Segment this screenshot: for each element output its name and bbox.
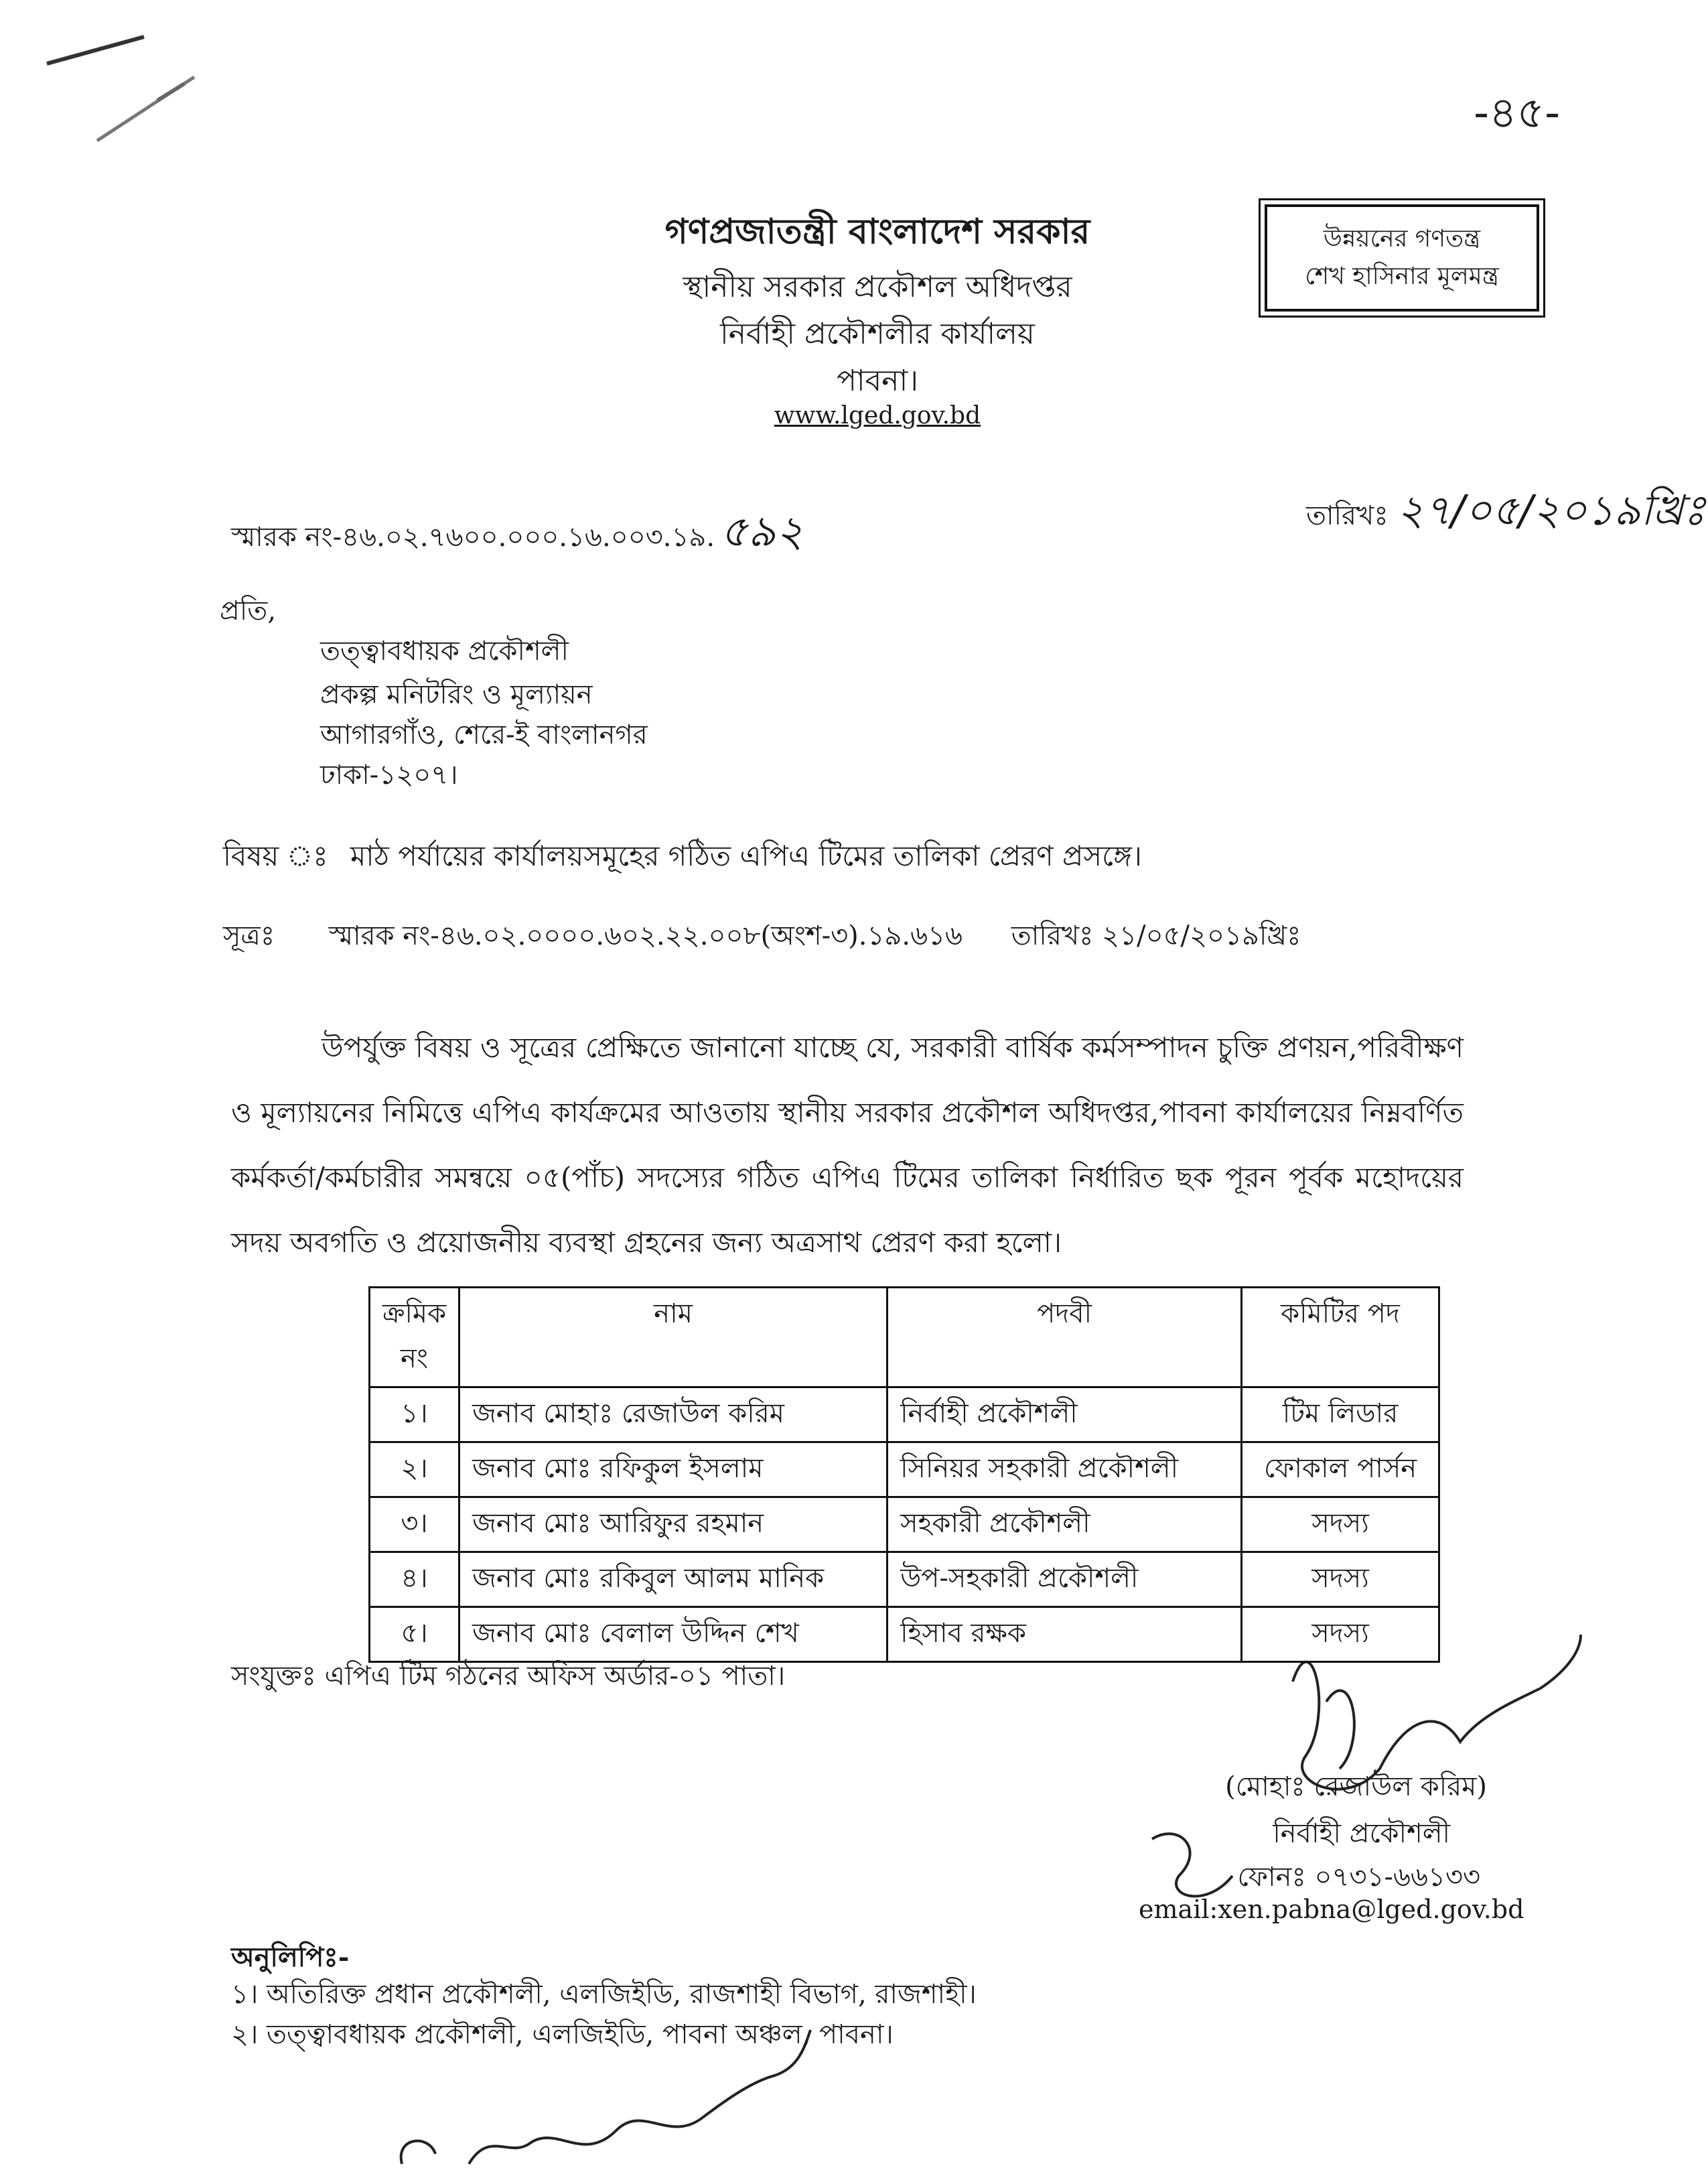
- serial-cell: ৫।: [370, 1607, 459, 1662]
- header-government: গণপ্রজাতন্ত্রী বাংলাদেশ সরকার: [664, 211, 1090, 252]
- committee-role-cell: টিম লিডার: [1242, 1387, 1439, 1442]
- name-cell: জনাব মোঃ রফিকুল ইসলাম: [459, 1442, 887, 1497]
- corner-pen-stroke: [47, 37, 144, 64]
- attachment-note: সংযুক্তঃ এপিএ টিম গঠনের অফিস অর্ডার-০১ পাতা।: [231, 1661, 786, 1692]
- date-handwritten-value: ২৭/০৫/২০১৯খ্রিঃ: [1397, 486, 1706, 535]
- memo-number: [231, 499, 804, 571]
- serial-cell: ২।: [370, 1442, 459, 1497]
- cc-title: অনুলিপিঃ-: [231, 1941, 350, 1973]
- header-website[interactable]: www.lged.gov.bd: [774, 402, 981, 429]
- corner-pen-stroke: [157, 84, 184, 100]
- signature-mark: [1326, 1691, 1354, 1769]
- table-row: [370, 1442, 1439, 1497]
- serial-cell: ৪।: [370, 1552, 459, 1607]
- signatory-designation: নির্বাহী প্রকৌশলী: [1273, 1818, 1450, 1849]
- motto-line: শেখ হাসিনার মূলমন্ত্র: [1305, 263, 1499, 290]
- committee-role-cell: ফোকাল পার্সন: [1242, 1442, 1439, 1497]
- name-cell: জনাব মোঃ বেলাল উদ্দিন শেখ: [459, 1607, 887, 1662]
- memo-label: স্মারক নং-৪৬.০২.৭৬০০.০০০.১৬.০০৩.১৯.: [231, 522, 715, 553]
- committee-role-cell: সদস্য: [1242, 1552, 1439, 1607]
- signatory-phone: ফোনঃ ০৭৩১-৬৬১৩৩: [1237, 1862, 1480, 1893]
- reference-date: তারিখঃ ২১/০৫/২০১৯খ্রিঃ: [1011, 920, 1301, 951]
- designation-cell: সহকারী প্রকৌশলী: [887, 1497, 1242, 1552]
- subject-text: মাঠ পর্যায়ের কার্যালয়সমূহের গঠিত এপিএ টিমের তালিকা প্রেরণ প্রসঙ্গে।: [350, 839, 1142, 872]
- column-header: পদবী: [887, 1288, 1242, 1387]
- subject-label: বিষয় ঃ: [223, 839, 328, 872]
- table-row: [370, 1497, 1439, 1552]
- subject-line: [223, 834, 1142, 882]
- cc-item: ১। অতিরিক্ত প্রধান প্রকৌশলী, এলজিইডি, রাজশাহী বিভাগ, রাজশাহী।: [231, 1979, 977, 2010]
- motto-box: [1265, 204, 1539, 312]
- column-header: ক্রমিক নং: [370, 1288, 459, 1387]
- designation-cell: সিনিয়র সহকারী প্রকৌশলী: [887, 1442, 1242, 1497]
- table-header-row: [370, 1288, 1439, 1387]
- serial-cell: ৩।: [370, 1497, 459, 1552]
- designation-cell: উপ-সহকারী প্রকৌশলী: [887, 1552, 1242, 1607]
- header-office: নির্বাহী প্রকৌশলীর কার্যালয়: [720, 317, 1035, 351]
- reference-text: স্মারক নং-৪৬.০২.০০০০.৬০২.২২.০০৮(অংশ-৩).১৯.৬১৬: [328, 920, 963, 951]
- recipient-to-label: প্রতি,: [220, 596, 277, 626]
- recipient-line: প্রকল্প মনিটরিং ও মূল্যায়ন: [320, 679, 593, 710]
- signatory-email[interactable]: email:xen.pabna@lged.gov.bd: [1139, 1895, 1524, 1924]
- table-row: [370, 1607, 1439, 1662]
- column-header: নাম: [459, 1288, 887, 1387]
- table-row: [370, 1552, 1439, 1607]
- name-cell: জনাব মোঃ রকিবুল আলম মানিক: [459, 1552, 887, 1607]
- reference-line: [223, 914, 1301, 959]
- date-label: তারিখঃ: [1306, 500, 1389, 531]
- header-department: স্থানীয় সরকার প্রকৌশল অধিদপ্তর: [683, 270, 1072, 304]
- apa-team-table: [368, 1286, 1440, 1663]
- name-cell: জনাব মোহাঃ রেজাউল করিম: [459, 1387, 887, 1442]
- recipient-line: আগারগাঁও, শেরে-ই বাংলানগর: [320, 720, 648, 750]
- committee-role-cell: সদস্য: [1242, 1607, 1439, 1662]
- page-number: -৪৫-: [1474, 88, 1561, 138]
- reference-label: সূত্রঃ: [223, 920, 275, 951]
- recipient-line: ঢাকা-১২০৭।: [320, 760, 458, 791]
- name-cell: জনাব মোঃ আরিফুর রহমান: [459, 1497, 887, 1552]
- motto-line: উন্নয়নের গণতন্ত্র: [1323, 225, 1481, 253]
- committee-role-cell: সদস্য: [1242, 1497, 1439, 1552]
- body-paragraph: উপর্যুক্ত বিষয় ও সূত্রের প্রেক্ষিতে জানানো যাচ্ছে যে, সরকারী বার্ষিক কর্মসম্পাদন চুক্তি প্রণয়ন,পরিবীক্ষণ ও মূল্যায়নের নিমিত্তে এপিএ কার্যক্রমের আওতায় স্থানীয় সরকার প্রকৌশল অধিদপ্তর,পাবনা কার্যালয়ের নিম্নবর্ণিত কর্মকর্তা/কর্মচারীর সমন্বয়ে ০৫(পাঁচ) সদস্যের গঠিত এপিএ টিমের তালিকা নির্ধারিত ছক পূরন পূর্বক মহোদয়ের সদয় অবগতি ও প্রয়োজনীয় ব্যবস্থা গ্রহনের জন্য অত্রসাথ প্রেরণ করা হলো।: [231, 1031, 1464, 1259]
- designation-cell: নির্বাহী প্রকৌশলী: [887, 1387, 1242, 1442]
- cc-item: ২। তত্ত্বাবধায়ক প্রকৌশলী, এলজিইডি, পাবনা অঞ্চল, পাবনা।: [231, 2019, 894, 2050]
- table-row: [370, 1387, 1439, 1442]
- header-location: পাবনা।: [837, 364, 918, 398]
- signatory-name: (মোহাঃ রেজাউল করিম): [1225, 1771, 1487, 1802]
- memo-handwritten-number: ৫৯২: [720, 507, 804, 557]
- serial-cell: ১।: [370, 1387, 459, 1442]
- recipient-line: তত্ত্বাবধায়ক প্রকৌশলী: [320, 636, 569, 667]
- column-header: কমিটির পদ: [1242, 1288, 1439, 1387]
- letter-date: [1306, 479, 1705, 548]
- designation-cell: হিসাব রক্ষক: [887, 1607, 1242, 1662]
